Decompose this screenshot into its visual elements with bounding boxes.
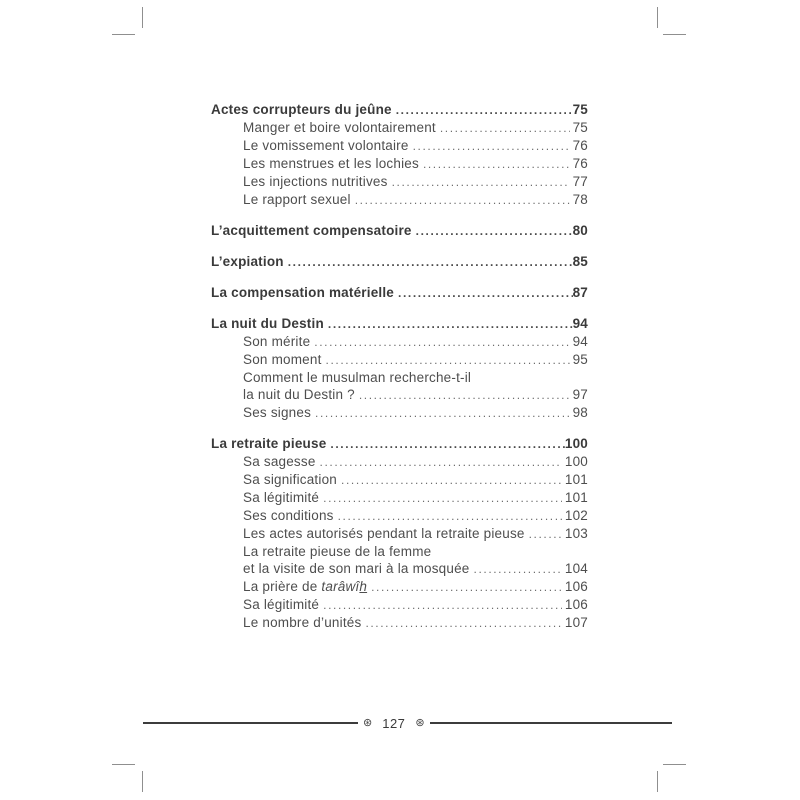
toc-entry-page: 106	[564, 597, 588, 612]
toc-entry-label: Ses signes	[243, 405, 312, 420]
toc-row	[211, 101, 588, 119]
toc-entry-label: Manger et boire volontairement	[243, 120, 436, 135]
dot-leader	[326, 352, 570, 369]
toc-entry-page: 94	[572, 316, 588, 331]
toc-row	[211, 253, 588, 271]
toc-row	[211, 489, 588, 507]
toc-entry-label: La compensation matérielle	[211, 285, 395, 300]
crop-mark-bottom-right-horizontal	[663, 764, 686, 765]
toc-entry-page: 103	[564, 526, 588, 541]
toc-row	[211, 315, 588, 333]
toc-row	[211, 155, 588, 173]
toc-row	[211, 284, 588, 302]
dot-leader	[314, 334, 569, 351]
dot-leader	[288, 254, 573, 271]
toc-row	[211, 369, 588, 386]
dot-leader	[365, 615, 561, 632]
toc-entry-page: 85	[572, 254, 588, 269]
toc-entry-page: 107	[564, 615, 588, 630]
toc-row	[211, 137, 588, 155]
toc-row	[211, 543, 588, 560]
ornament-icon: ⊛	[415, 716, 425, 729]
toc-entry-label: Sa signification	[243, 472, 338, 487]
toc-entry-page: 104	[564, 561, 588, 576]
toc-row	[211, 351, 588, 369]
footer-rule-left	[143, 722, 358, 725]
toc-row	[211, 453, 588, 471]
crop-mark-bottom-left-vertical	[142, 771, 143, 792]
toc-entry-label: L’expiation	[211, 254, 284, 269]
toc-row	[211, 191, 588, 209]
dot-leader	[320, 454, 562, 471]
toc-entry-page: 101	[564, 490, 588, 505]
toc-entry-label: Le rapport sexuel	[243, 192, 351, 207]
toc-entry-label: Les menstrues et les lochies	[243, 156, 419, 171]
toc-entry-page: 98	[572, 405, 588, 420]
toc-row	[211, 614, 588, 632]
toc-row	[211, 333, 588, 351]
page-footer	[143, 714, 672, 732]
toc-row	[211, 404, 588, 422]
crop-mark-top-left-horizontal	[112, 34, 135, 35]
toc-entry-label: Actes corrupteurs du jeûne	[211, 102, 392, 117]
dot-leader	[371, 579, 562, 596]
toc-entry-label: Le vomissement volontaire	[243, 138, 409, 153]
toc-entry-label: La prière de tarâwîh	[243, 579, 368, 594]
dot-leader	[323, 490, 562, 507]
toc-row	[211, 173, 588, 191]
dot-leader	[330, 436, 564, 453]
toc-row	[211, 507, 588, 525]
toc-row	[211, 222, 588, 240]
crop-mark-top-right-vertical	[657, 7, 658, 28]
crop-mark-top-left-vertical	[142, 7, 143, 28]
toc-entry-page: 100	[564, 454, 588, 469]
toc-row	[211, 596, 588, 614]
toc-entry-page: 87	[572, 285, 588, 300]
dot-leader	[398, 285, 573, 302]
dot-leader	[359, 387, 570, 404]
toc-entry-label: La retraite pieuse de la femme	[243, 544, 432, 559]
toc-entry-page: 76	[572, 156, 588, 171]
dot-leader	[440, 120, 570, 137]
dot-leader	[413, 138, 570, 155]
toc-entry-page: 106	[564, 579, 588, 594]
toc-entry-page: 100	[564, 436, 588, 451]
toc-entry-page: 75	[572, 120, 588, 135]
dot-leader	[416, 223, 573, 240]
toc-entry-label: Sa légitimité	[243, 490, 320, 505]
toc-row	[211, 578, 588, 596]
toc-entry-label: la nuit du Destin ?	[243, 387, 355, 402]
dot-leader	[396, 102, 573, 119]
toc-entry-page: 101	[564, 472, 588, 487]
dot-leader	[328, 316, 573, 333]
toc-entry-page: 95	[572, 352, 588, 367]
dot-leader	[474, 561, 562, 578]
dot-leader	[529, 526, 562, 543]
toc-entry-page: 102	[564, 508, 588, 523]
toc-entry-label: Son mérite	[243, 334, 311, 349]
toc-entry-label: et la visite de son mari à la mosquée	[243, 561, 470, 576]
folio-page-number: 127	[382, 715, 406, 731]
toc-entry-label: Les injections nutritives	[243, 174, 388, 189]
dot-leader	[315, 405, 570, 422]
dot-leader	[338, 508, 562, 525]
dot-leader	[323, 597, 562, 614]
toc-row	[211, 119, 588, 137]
crop-mark-bottom-left-horizontal	[112, 764, 135, 765]
toc-entry-label: Sa légitimité	[243, 597, 320, 612]
ornament-icon: ⊛	[363, 716, 373, 729]
toc-entry-page: 76	[572, 138, 588, 153]
toc-entry-page: 97	[572, 387, 588, 402]
toc-row	[211, 560, 588, 578]
toc-entry-label: Les actes autorisés pendant la retraite pieuse	[243, 526, 525, 541]
toc-entry-label: L’acquittement compensatoire	[211, 223, 412, 238]
dot-leader	[355, 192, 570, 209]
table-of-contents	[211, 101, 588, 632]
toc-entry-page: 94	[572, 334, 588, 349]
dot-leader	[341, 472, 562, 489]
toc-entry-label: La nuit du Destin	[211, 316, 324, 331]
toc-entry-page: 80	[572, 223, 588, 238]
toc-row	[211, 435, 588, 453]
footer-rule-right	[430, 722, 672, 725]
toc-entry-page: 77	[572, 174, 588, 189]
toc-entry-label: Sa sagesse	[243, 454, 316, 469]
crop-mark-top-right-horizontal	[663, 34, 686, 35]
crop-mark-bottom-right-vertical	[657, 771, 658, 792]
toc-row	[211, 386, 588, 404]
dot-leader	[423, 156, 570, 173]
toc-row	[211, 471, 588, 489]
toc-entry-label: Son moment	[243, 352, 322, 367]
toc-entry-label: Comment le musulman recherche-t-il	[243, 370, 472, 385]
toc-entry-page: 75	[572, 102, 588, 117]
toc-row	[211, 525, 588, 543]
toc-entry-label: Ses conditions	[243, 508, 334, 523]
toc-entry-label: Le nombre d’unités	[243, 615, 362, 630]
dot-leader	[392, 174, 570, 191]
toc-entry-label: La retraite pieuse	[211, 436, 327, 451]
toc-entry-page: 78	[572, 192, 588, 207]
